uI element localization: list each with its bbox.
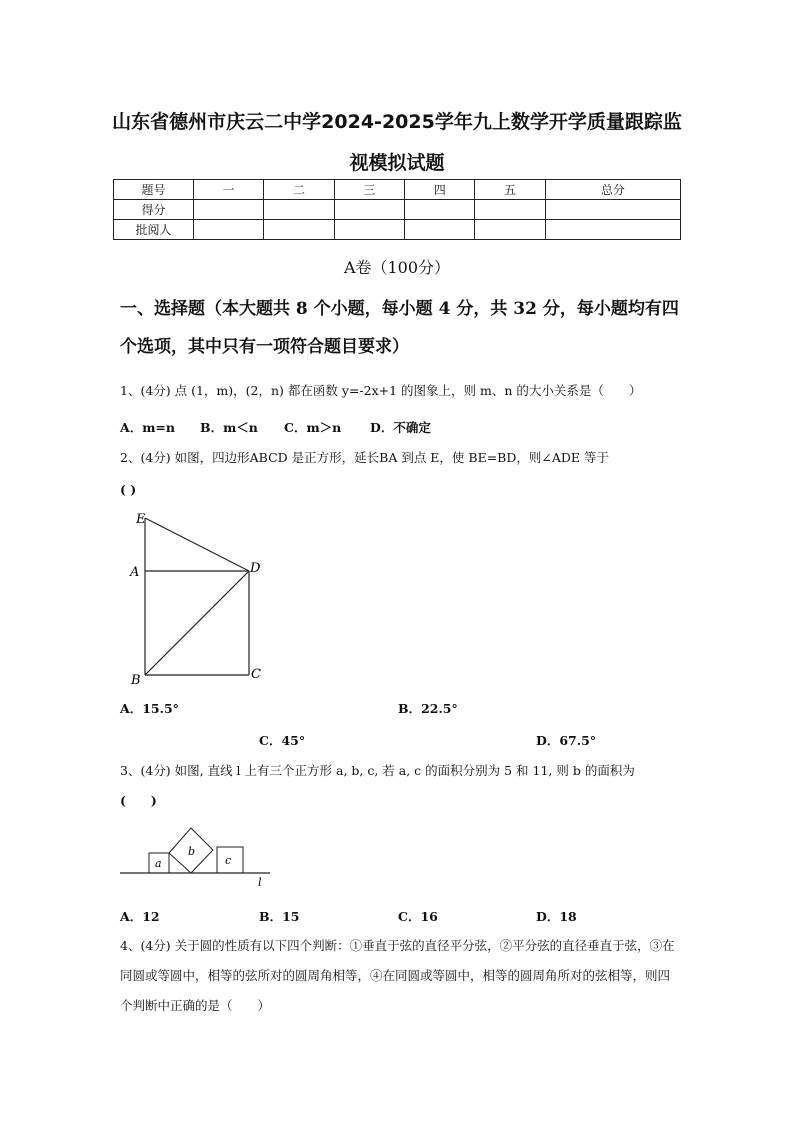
q1-option-a[interactable]: A．m=n — [120, 420, 175, 435]
question-3-answer-paren: ( ) — [120, 793, 157, 808]
score-header-cell: 三 — [334, 180, 404, 200]
q2-option-d[interactable]: D．67.5° — [536, 733, 597, 748]
page-title-line-1: 山东省德州市庆云二中学2024-2025学年九上数学开学质量跟踪监 — [112, 111, 682, 133]
score-header-cell: 题号 — [114, 180, 194, 200]
score-cell[interactable] — [264, 200, 334, 220]
score-header-cell: 一 — [194, 180, 264, 200]
label-c: C — [251, 667, 261, 682]
score-cell[interactable] — [334, 220, 404, 240]
label-e: E — [136, 512, 146, 527]
label-a-square: a — [155, 857, 162, 870]
score-cell[interactable] — [545, 200, 680, 220]
square-abcd-figure — [125, 508, 275, 688]
score-cell[interactable] — [194, 200, 264, 220]
three-squares-figure — [118, 820, 278, 890]
score-row-label: 批阅人 — [114, 220, 194, 240]
label-b: B — [131, 673, 141, 688]
question-2-text: 2、(4分) 如图，四边形ABCD 是正方形，延长BA 到点 E，使 BE=BD，则∠ADE 等于 — [120, 450, 610, 465]
score-table-header-row — [114, 180, 681, 200]
label-c-square: c — [225, 854, 232, 867]
score-cell[interactable] — [405, 200, 475, 220]
score-header-cell: 二 — [264, 180, 334, 200]
score-table — [113, 179, 681, 240]
score-row-label: 得分 — [114, 200, 194, 220]
score-cell[interactable] — [334, 200, 404, 220]
score-table-row — [114, 200, 681, 220]
score-cell[interactable] — [194, 220, 264, 240]
volume-heading: A卷（100分） — [343, 258, 451, 277]
score-table-row — [114, 220, 681, 240]
score-cell[interactable] — [475, 200, 545, 220]
q1-option-d[interactable]: D．不确定 — [370, 420, 431, 435]
score-header-cell: 总分 — [545, 180, 680, 200]
score-cell[interactable] — [405, 220, 475, 240]
page-title-line-2: 视模拟试题 — [349, 152, 445, 174]
q1-option-c[interactable]: C．m＞n — [284, 420, 342, 435]
label-b-square: b — [188, 845, 196, 858]
label-d: D — [250, 561, 261, 576]
q3-option-c[interactable]: C．16 — [398, 909, 438, 924]
score-cell[interactable] — [545, 220, 680, 240]
q2-option-b[interactable]: B．22.5° — [398, 701, 458, 716]
q3-option-b[interactable]: B．15 — [259, 909, 300, 924]
label-line-l: l — [258, 876, 262, 889]
q3-option-a[interactable]: A．12 — [120, 909, 160, 924]
q2-option-a[interactable]: A．15.5° — [120, 701, 179, 716]
q1-option-b[interactable]: B．m＜n — [200, 420, 258, 435]
score-cell[interactable] — [264, 220, 334, 240]
question-1-text: 1、(4分) 点 (1，m)，(2，n) 都在函数 y=-2x+1 的图象上，则 m、n 的大小关系是（ ） — [120, 383, 642, 398]
score-header-cell: 五 — [475, 180, 545, 200]
question-4-text: 4、(4分) 关于圆的性质有以下四个判断：①垂直于弦的直径平分弦，②平分弦的直径垂直于弦，③在同圆或等圆中，相等的弦所对的圆周角相等，④在同圆或等圆中，相等的圆周角所对的弦相等，则四个判断中正确的是（ ） — [120, 938, 675, 1013]
question-2-answer-paren: ( ) — [120, 482, 137, 497]
q2-option-c[interactable]: C．45° — [259, 733, 306, 748]
score-cell[interactable] — [475, 220, 545, 240]
score-header-cell: 四 — [405, 180, 475, 200]
section-heading: 一、选择题（本大题共 8 个小题，每小题 4 分，共 32 分，每小题均有四个选项，其中只有一项符合题目要求） — [120, 299, 679, 357]
label-a: A — [130, 565, 140, 580]
q3-option-d[interactable]: D．18 — [536, 909, 577, 924]
question-3-text: 3、(4分) 如图, 直线 l 上有三个正方形 a, b, c, 若 a, c 的面积分别为 5 和 11, 则 b 的面积为 — [120, 763, 635, 778]
